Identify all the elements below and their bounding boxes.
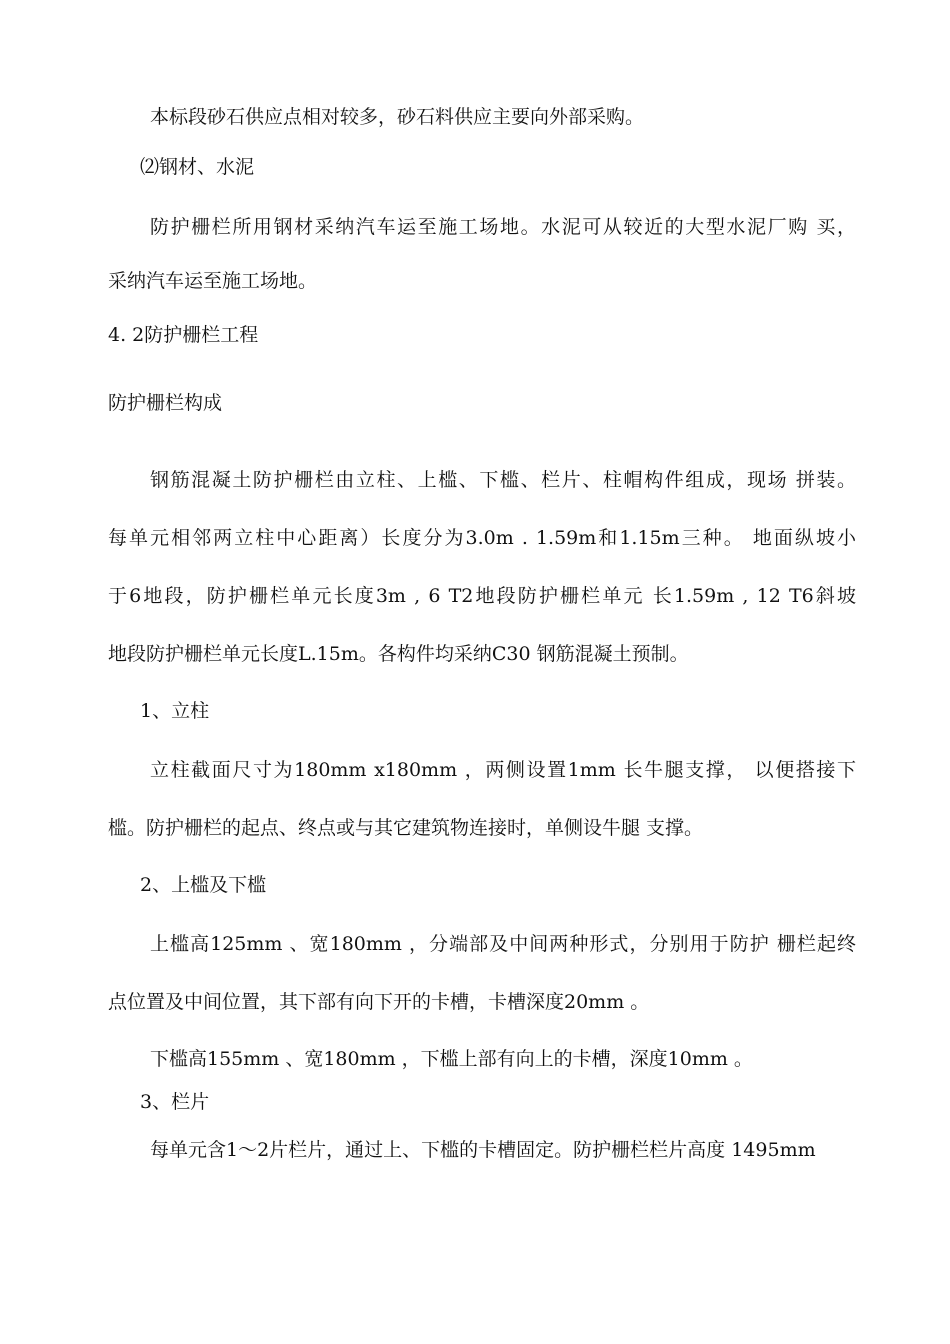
subheading-sills: 2、上槛及下槛 bbox=[140, 874, 267, 896]
paragraph-panel-line1: 每单元含1〜2片栏片，通过上、下槛的卡槽固定。防护栅栏栏片高度 1495mm bbox=[150, 1139, 816, 1161]
section-heading-fence-composition: 防护栅栏构成 bbox=[108, 392, 223, 414]
section-heading-fence-engineering: 4. 2防护栅栏工程 bbox=[108, 324, 259, 346]
paragraph-steel-transport-line2: 采纳汽车运至施工场地。 bbox=[108, 270, 318, 292]
paragraph-composition-line3: 于6地段，防护栅栏单元长度3m , 6 T2地段防护栅栏单元 长1.59m , 12 T6斜坡 bbox=[108, 585, 856, 607]
paragraph-sand-supply: 本标段砂石供应点相对较多，砂石料供应主要向外部采购。 bbox=[150, 106, 645, 128]
paragraph-upper-sill-line1: 上槛高125mm 、宽180mm ，分端部及中间两种形式，分别用于防护 栅栏起终 bbox=[150, 933, 856, 955]
paragraph-composition-line4: 地段防护栅栏单元长度L.15m。各构件均采纳C30 钢筋混凝土预制。 bbox=[108, 643, 689, 665]
paragraph-column-line1: 立柱截面尺寸为180mm x180mm ，两侧设置1mm 长牛腿支撑， 以便搭接下 bbox=[150, 759, 856, 781]
paragraph-lower-sill: 下槛高155mm 、宽180mm ，下槛上部有向上的卡槽，深度10mm 。 bbox=[150, 1048, 753, 1070]
subheading-steel-cement: ⑵钢材、水泥 bbox=[140, 156, 255, 178]
paragraph-composition-line2: 每单元相邻两立柱中心距离）长度分为3.0m . 1.59m和1.15m三种。 地面纵坡小 bbox=[108, 527, 856, 549]
paragraph-upper-sill-line2: 点位置及中间位置，其下部有向下开的卡槽，卡槽深度20mm 。 bbox=[108, 991, 650, 1013]
paragraph-steel-transport-line1: 防护栅栏所用钢材采纳汽车运至施工场地。水泥可从较近的大型水泥厂购 买， bbox=[150, 216, 856, 238]
subheading-column: 1、立柱 bbox=[140, 700, 210, 722]
paragraph-column-line2: 槛。防护栅栏的起点、终点或与其它建筑物连接时，单侧设牛腿 支撑。 bbox=[108, 817, 704, 839]
subheading-panel: 3、栏片 bbox=[140, 1091, 210, 1113]
paragraph-composition-line1: 钢筋混凝土防护栅栏由立柱、上槛、下槛、栏片、柱帽构件组成，现场 拼装。 bbox=[150, 469, 856, 491]
